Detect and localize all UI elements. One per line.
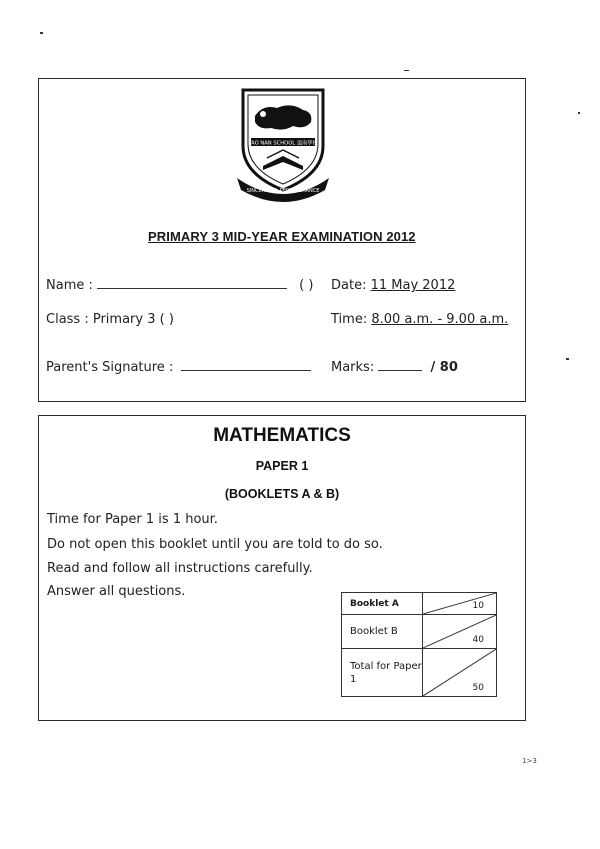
marks-row (331, 360, 458, 375)
scan-speck (404, 70, 409, 71)
parent-signature-row (46, 360, 311, 375)
date-value: 11 May 2012 (370, 278, 456, 293)
booklet-b-label: Booklet B (342, 615, 423, 649)
exam-title: PRIMARY 3 MID-YEAR EXAMINATION 2012 (148, 229, 416, 244)
register-number-brackets: ( ) (299, 278, 314, 293)
name-field[interactable] (97, 278, 287, 289)
booklets-label: (BOOKLETS A & B) (224, 487, 340, 501)
paper-title: PAPER 1 (255, 459, 309, 473)
total-max: 50 (472, 683, 484, 693)
name-row (46, 278, 313, 293)
page-number: 1>3 (522, 757, 537, 765)
time-value: 8.00 a.m. - 9.00 a.m. (371, 312, 509, 327)
scan-speck (566, 358, 569, 360)
booklet-b-score-cell[interactable] (422, 615, 496, 649)
crest-motto: SINCERITY & PERSEVERANCE (246, 188, 320, 194)
school-crest-logo (233, 86, 333, 210)
booklet-a-label: Booklet A (342, 593, 423, 615)
total-score-cell[interactable] (422, 649, 496, 697)
scan-speck (40, 32, 43, 34)
marks-total: / 80 (430, 360, 458, 375)
parent-signature-label: Parent's Signature : (46, 360, 174, 375)
crest-school-name: TAO NAN SCHOOL 道南學校 (248, 140, 318, 147)
marks-table-row (342, 615, 497, 649)
time-label: Time: (331, 312, 368, 327)
instruction-line: Do not open this booklet until you are told to do so. (47, 537, 383, 552)
time-row (331, 312, 508, 327)
marks-label: Marks: (331, 360, 375, 375)
instruction-line: Time for Paper 1 is 1 hour. (47, 512, 218, 527)
parent-signature-field[interactable] (181, 360, 311, 371)
marks-score-field[interactable] (378, 360, 422, 371)
instruction-line: Answer all questions. (47, 584, 186, 599)
subject-title: MATHEMATICS (213, 425, 351, 446)
marks-table (341, 592, 497, 697)
name-label: Name : (46, 278, 93, 293)
class-row: Class : Primary 3 ( ) (46, 312, 174, 327)
scan-speck (578, 112, 580, 114)
marks-table-row (342, 593, 497, 615)
date-label: Date: (331, 278, 367, 293)
total-label: Total for Paper 1 (342, 649, 423, 697)
instruction-line: Read and follow all instructions carefully. (47, 561, 313, 576)
booklet-a-max: 10 (472, 601, 484, 611)
date-row (331, 278, 455, 293)
marks-table-row (342, 649, 497, 697)
booklet-a-score-cell[interactable] (422, 593, 496, 615)
booklet-b-max: 40 (472, 635, 484, 645)
